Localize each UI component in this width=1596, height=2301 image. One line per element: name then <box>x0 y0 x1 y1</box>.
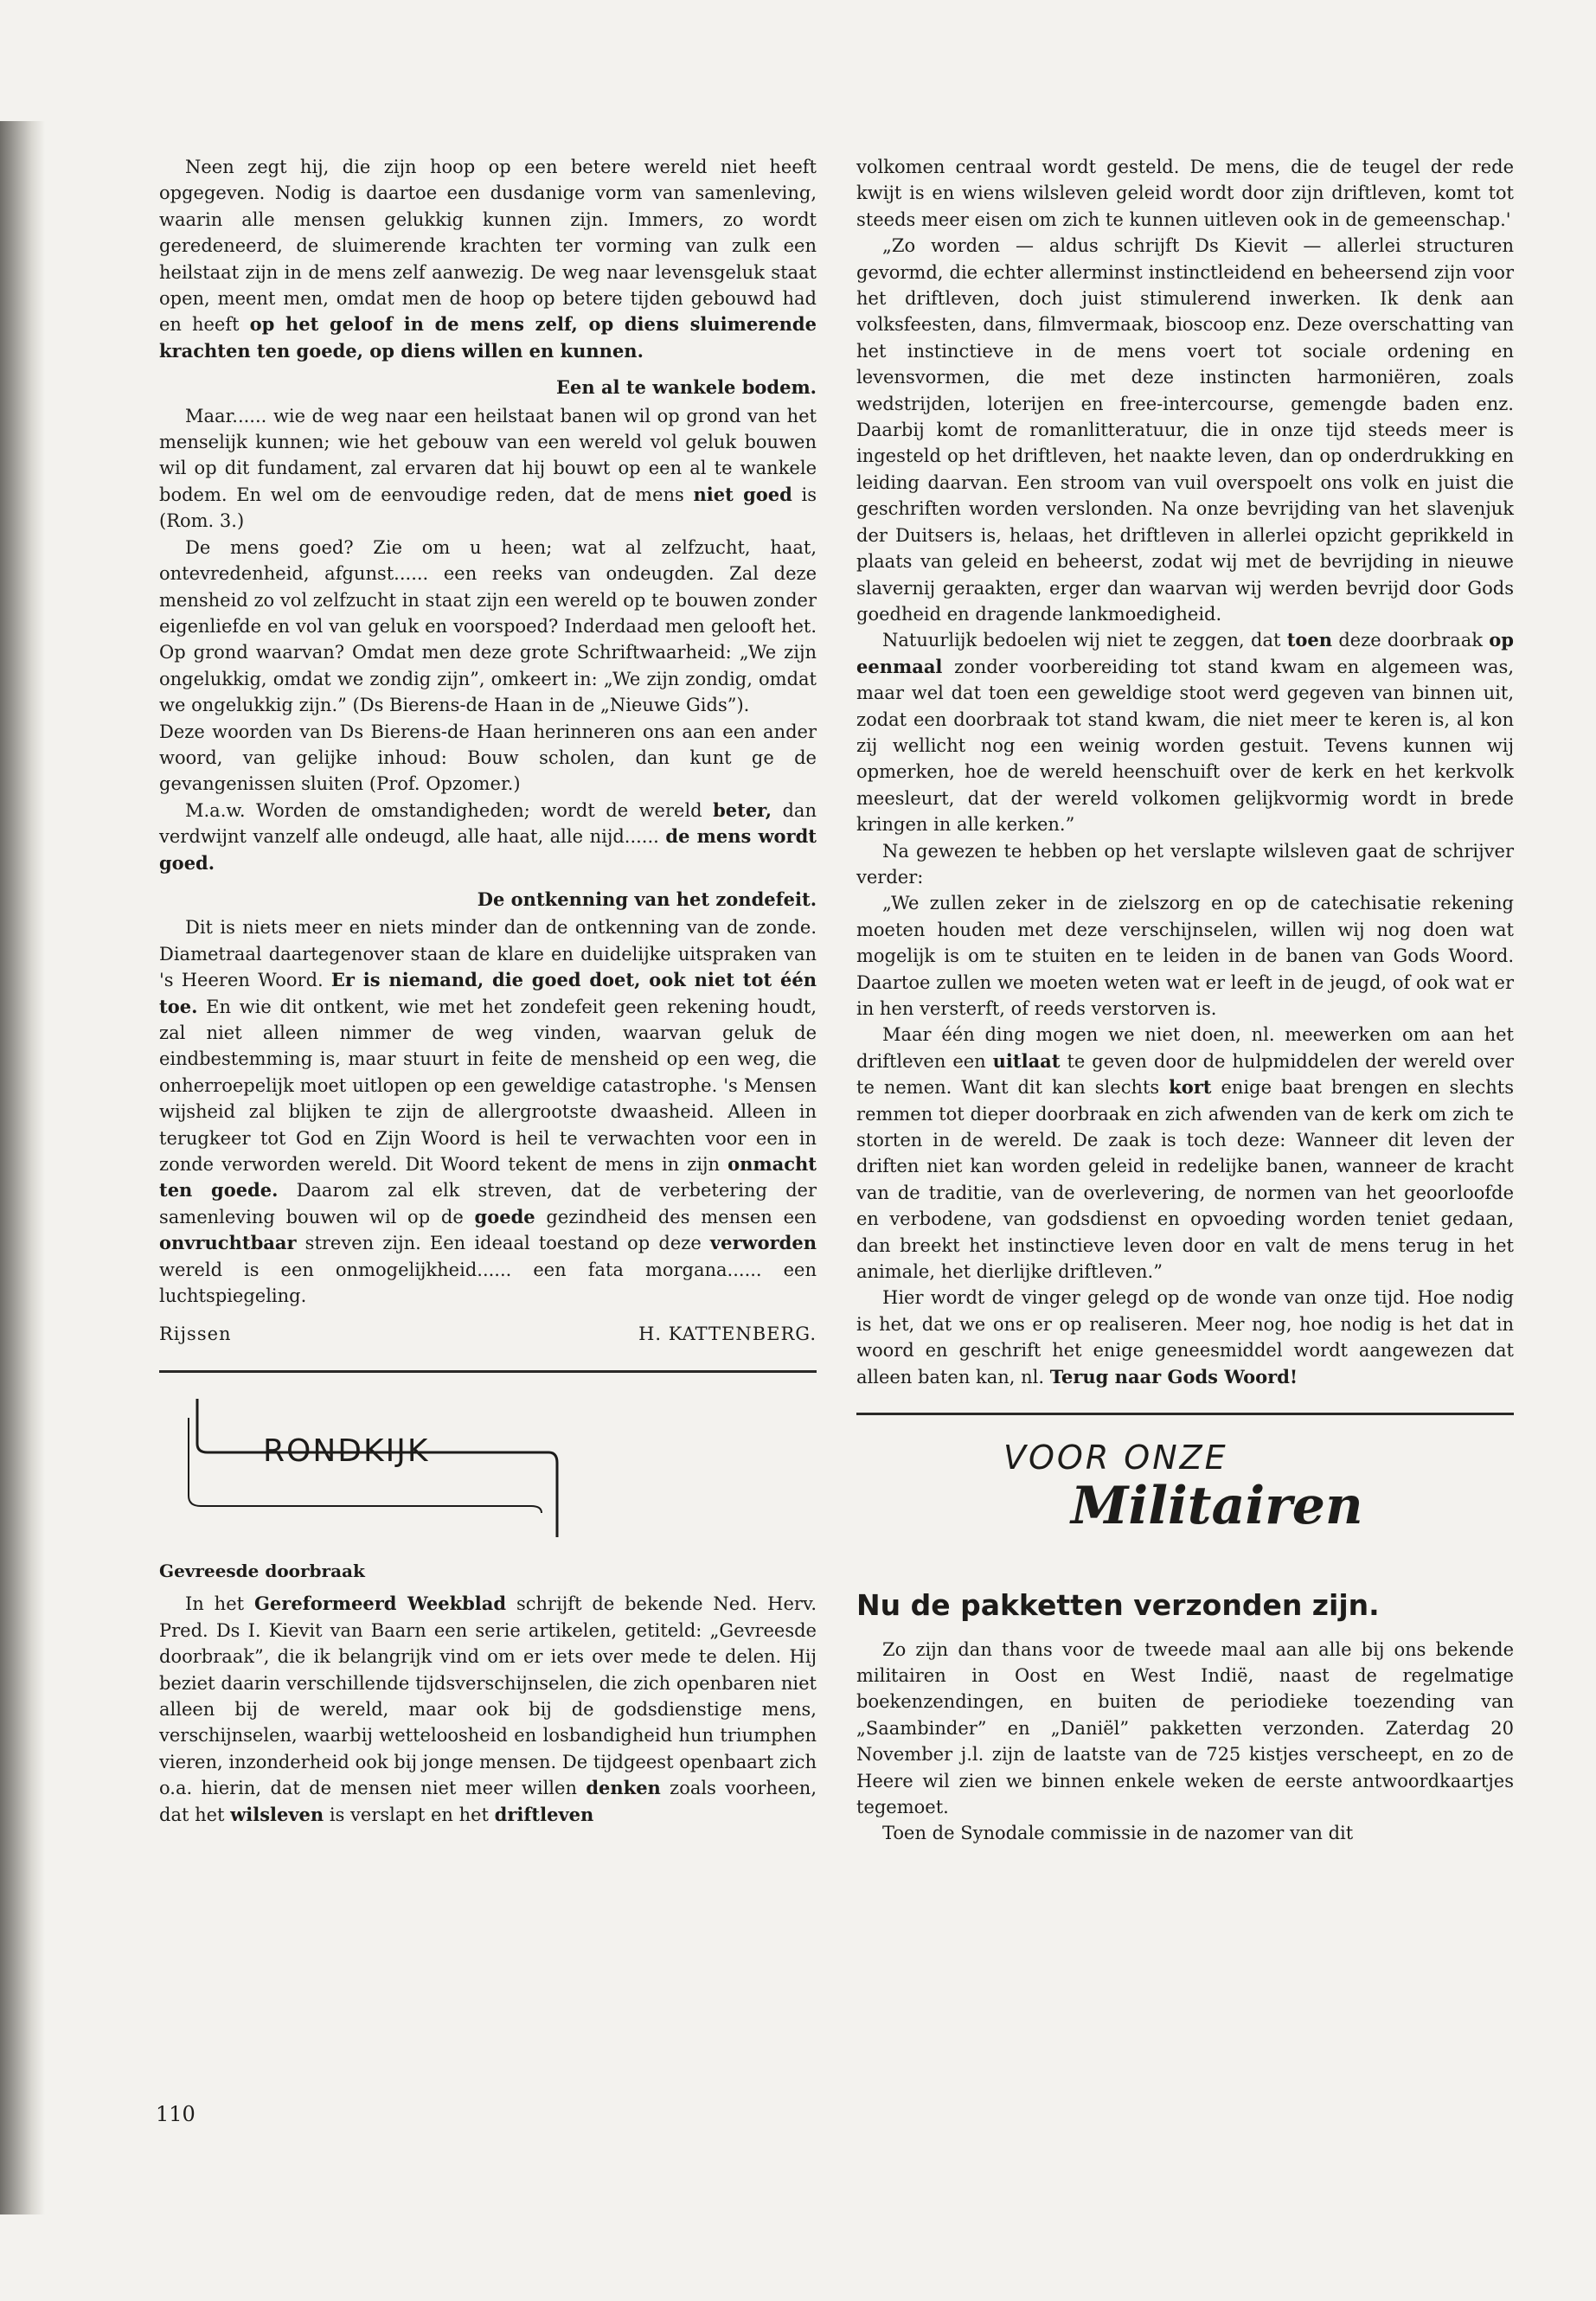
rondkijk-banner <box>185 1392 583 1539</box>
article-title: Nu de pakketten verzonden zijn. <box>856 1588 1380 1623</box>
paragraph: Na gewezen te hebben op het verslapte wilsleven gaat de schrijver verder: <box>856 840 1514 888</box>
paragraph: Neen zegt hij, die zijn hoop op een betere wereld niet heeft opgegeven. Nodig is daartoe een dusdanige vorm van samenleving, waarin alle mensen gelukkig kunnen zijn. Immers, zo wordt geredeneerd, de sluimerende krachten ter vorming van zulk een heilstaat zijn in de mens zelf aanwezig. De weg naar levensgeluk staat open, meent men, omdat men de hoop op betere tijden gebouwd had en heeft op het geloof in de mens zelf, op diens sluimerende krachten ten goede, op diens willen en kunnen. <box>159 157 817 362</box>
paragraph: „We zullen zeker in de zielszorg en op de catechisatie rekening moeten houden met deze verschijnselen, willen wij nog doen wat mogelijk is om te stuiten en te leiden in de banen van Gods Woord. Daartoe zullen we moeten weten wat er leeft in de jeugd, of ook wat er in hen versterft, of reeds verstorven is. <box>856 893 1514 1019</box>
paragraph: Natuurlijk bedoelen wij niet te zeggen, dat toen deze doorbraak op eenmaal zonder voorbereiding tot stand kwam en algemeen was, maar wel dat toen een geweldige stoot werd gegeven van binnen uit, zodat een doorbraak tot stand kwam, die niet meer te keren is, al kon zij wellicht nog een weinig worden gestuit. Tevens kunnen wij opmerken, hoe de wereld heenschuift over de kerk en het kerkvolk meesleurt, dat der wereld volkomen gelijkvormig wordt in brede kringen in alle kerken.” <box>856 629 1514 836</box>
paragraph: volkomen centraal wordt gesteld. De mens, die de teugel der rede kwijt is en wiens wilsleven geleid wordt door zijn driftleven, komt tot steeds meer eisen om zich te kunnen uitleven ook in de gemeenschap.' <box>856 157 1514 230</box>
paragraph: In het Gereformeerd Weekblad schrijft de bekende Ned. Herv. Pred. Ds I. Kievit van Baarn een serie artikelen, getiteld: „Gevreesde doorbraak”, die ik belangrijk vind om er iets over mede te delen. Hij beziet daarin verschillende tijdsverschijnselen, die zich openbaren niet alleen bij de wereld, maar ook bij de godsdienstige mens, verschijnselen, waarbij wetteloosheid en losbandigheid hun triumphen vieren, inzonderheid ook bij jonge mensen. De tijdgeest openbaart zich o.a. hierin, dat de mensen niet meer willen denken zoals voorheen, dat het wilsleven is verslapt en het driftleven <box>159 1593 817 1825</box>
divider <box>159 1370 817 1373</box>
signature-line <box>159 1321 817 1347</box>
paragraph: Maar één ding mogen we niet doen, nl. meewerken om aan het driftleven een uitlaat te geven door de hulpmiddelen der wereld over te nemen. Want dit kan slechts kort enige baat brengen en slechts remmen tot dieper doorbraak en zich afwenden van de kerk om zich te storten in de wereld. De zaak is toch deze: Wanneer dit leven der driften niet kan worden geleid in redelijke banen, wanneer de kracht van de traditie, van de overlevering, de normen van het geoorloofde en verbodene, van godsdienst en opvoeding worden teniet gedaan, dan breekt het instinctieve leven door en valt de mens terug in het animale, het dierlijke driftleven.” <box>856 1024 1514 1283</box>
header-militairen: Militairen <box>1071 1476 1363 1537</box>
paragraph: Hier wordt de vinger gelegd op de wonde van onze tijd. Hoe nodig is het, dat we ons er op realiseren. Meer nog, hoe nodig is het dat in woord en geschrift het enige geneesmiddel wordt aangewezen dat alleen baten kan, nl. Terug naar Gods Woord! <box>856 1287 1514 1388</box>
header-voor-onze: VOOR ONZE <box>1003 1439 1228 1477</box>
page-binding-shadow <box>0 121 45 2214</box>
signature-place: Rijssen <box>159 1324 232 1345</box>
section-heading: Een al te wankele bodem. <box>556 376 817 399</box>
militairen-header <box>856 1434 1514 1586</box>
paragraph: Deze woorden van Ds Bierens-de Haan herinneren ons aan een ander woord, van gelijke inhoud: Bouw scholen, dan kunt ge de gevangenissen sluiten (Prof. Opzomer.) <box>159 721 817 795</box>
rondkijk-title: RONDKIJK <box>263 1433 430 1469</box>
paragraph: De mens goed? Zie om u heen; wat al zelfzucht, haat, ontevredenheid, afgunst...... een reeks van ondeugden. Zal deze mensheid zo vol zelfzucht in staat zijn een wereld op te bouwen zonder eigenliefde en vol van geluk en voorspoed? Inderdaad men gelooft het. Op grond waarvan? Omdat men deze grote Schriftwaarheid: „We zijn ongelukkig, omdat we zondig zijn”, omkeert in: „We zijn zondig, omdat we ongelukkig zijn.” (Ds Bierens-de Haan in de „Nieuwe Gids”). <box>159 536 817 716</box>
left-column <box>159 154 817 1828</box>
right-column <box>856 154 1514 1847</box>
paragraph: „Zo worden — aldus schrijft Ds Kievit — allerlei structuren gevormd, die echter allerminst instinctleidend en beheersend zijn voor het driftleven, doch juist stimulerend inwerken. Ik denk aan volksfeesten, dans, filmvermaak, bioscoop enz. Deze overschatting van het instinctieve in de mens voert tot sociale ordening en levensvormen, die met deze instincten harmoniëren, zoals wedstrijden, loterijen en free-intercourse, gemengde baden enz. Daarbij komt de romanlitteratuur, die in onze tijd steeds meer is ingesteld op het driftleven, het naakte leven, dan op onderdrukking en leiding daarvan. Een stroom van vuil overspoelt ons volk en juist die geschriften worden verslonden. Na onze bevrijding van het slavenjuk der Duitsers is, helaas, het driftleven in allerlei opzicht geprikkeld in plaats van geleid en beheerst, zodat wij met de bevrijding in nieuwe slavernij geraakten, erger dan waarvan wij werden bevrijd door Gods goedheid en dragende lankmoedigheid. <box>856 235 1514 625</box>
divider <box>856 1413 1514 1415</box>
paragraph: Maar...... wie de weg naar een heilstaat banen wil op grond van het menselijk kunnen; wie het gebouw van een wereld vol geluk bouwen wil op dit fundament, zal ervaren dat hij bouwt op een al te wankele bodem. En wel om de eenvoudige reden, dat de mens niet goed is (Rom. 3.) <box>159 405 817 532</box>
paragraph: Dit is niets meer en niets minder dan de ontkenning van de zonde. Diametraal daartegenover staan de klare en duidelijke uitspraken van 's Heeren Woord. Er is niemand, die goed doet, ook niet tot één toe. En wie dit ontkent, wie met het zondefeit geen rekening houdt, zal niet alleen nimmer de weg vinden, waarvan geluk de eindbestemming is, maar stuurt in feite de mensheid op een weg, die onherroepelijk moet uitlopen op een geweldige catastrophe. 's Mensen wijsheid zal blijken te zijn de allergrootste dwaasheid. Alleen in terugkeer tot God en Zijn Woord is heil te verwachten voor een in zonde verworden wereld. Dit Woord tekent de mens in zijn onmacht ten goede. Daarom zal elk streven, dat de verbetering der samenleving bouwen wil op de goede gezindheid des mensen een onvruchtbaar streven zijn. Een ideaal toestand op deze verworden wereld is een onmogelijkheid...... een fata morgana...... een luchtspiegeling. <box>159 917 817 1307</box>
page-number: 110 <box>156 2102 195 2126</box>
section-heading: Gevreesde doorbraak <box>159 1560 365 1581</box>
paragraph: Zo zijn dan thans voor de tweede maal aan alle bij ons bekende militairen in Oost en West Indië, naast de regelmatige boekenzendingen, en buiten de periodieke toezending van „Saambinder” en „Daniël” pakketten verzonden. Zaterdag 20 November j.l. zijn de laatste van de 725 kistjes verscheept, en zo de Heere wil zien we binnen enkele weken de eerste antwoordkaartjes tegemoet. <box>856 1638 1514 1817</box>
paragraph: M.a.w. Worden de omstandigheden; wordt de wereld beter, dan verdwijnt vanzelf alle ondeugd, alle haat, alle nijd...... de mens wordt goed. <box>159 798 817 874</box>
section-heading: De ontkenning van het zondefeit. <box>477 888 817 910</box>
signature-author: H. KATTENBERG. <box>638 1324 817 1345</box>
paragraph: Toen de Synodale commissie in de nazomer van dit <box>882 1823 1354 1844</box>
